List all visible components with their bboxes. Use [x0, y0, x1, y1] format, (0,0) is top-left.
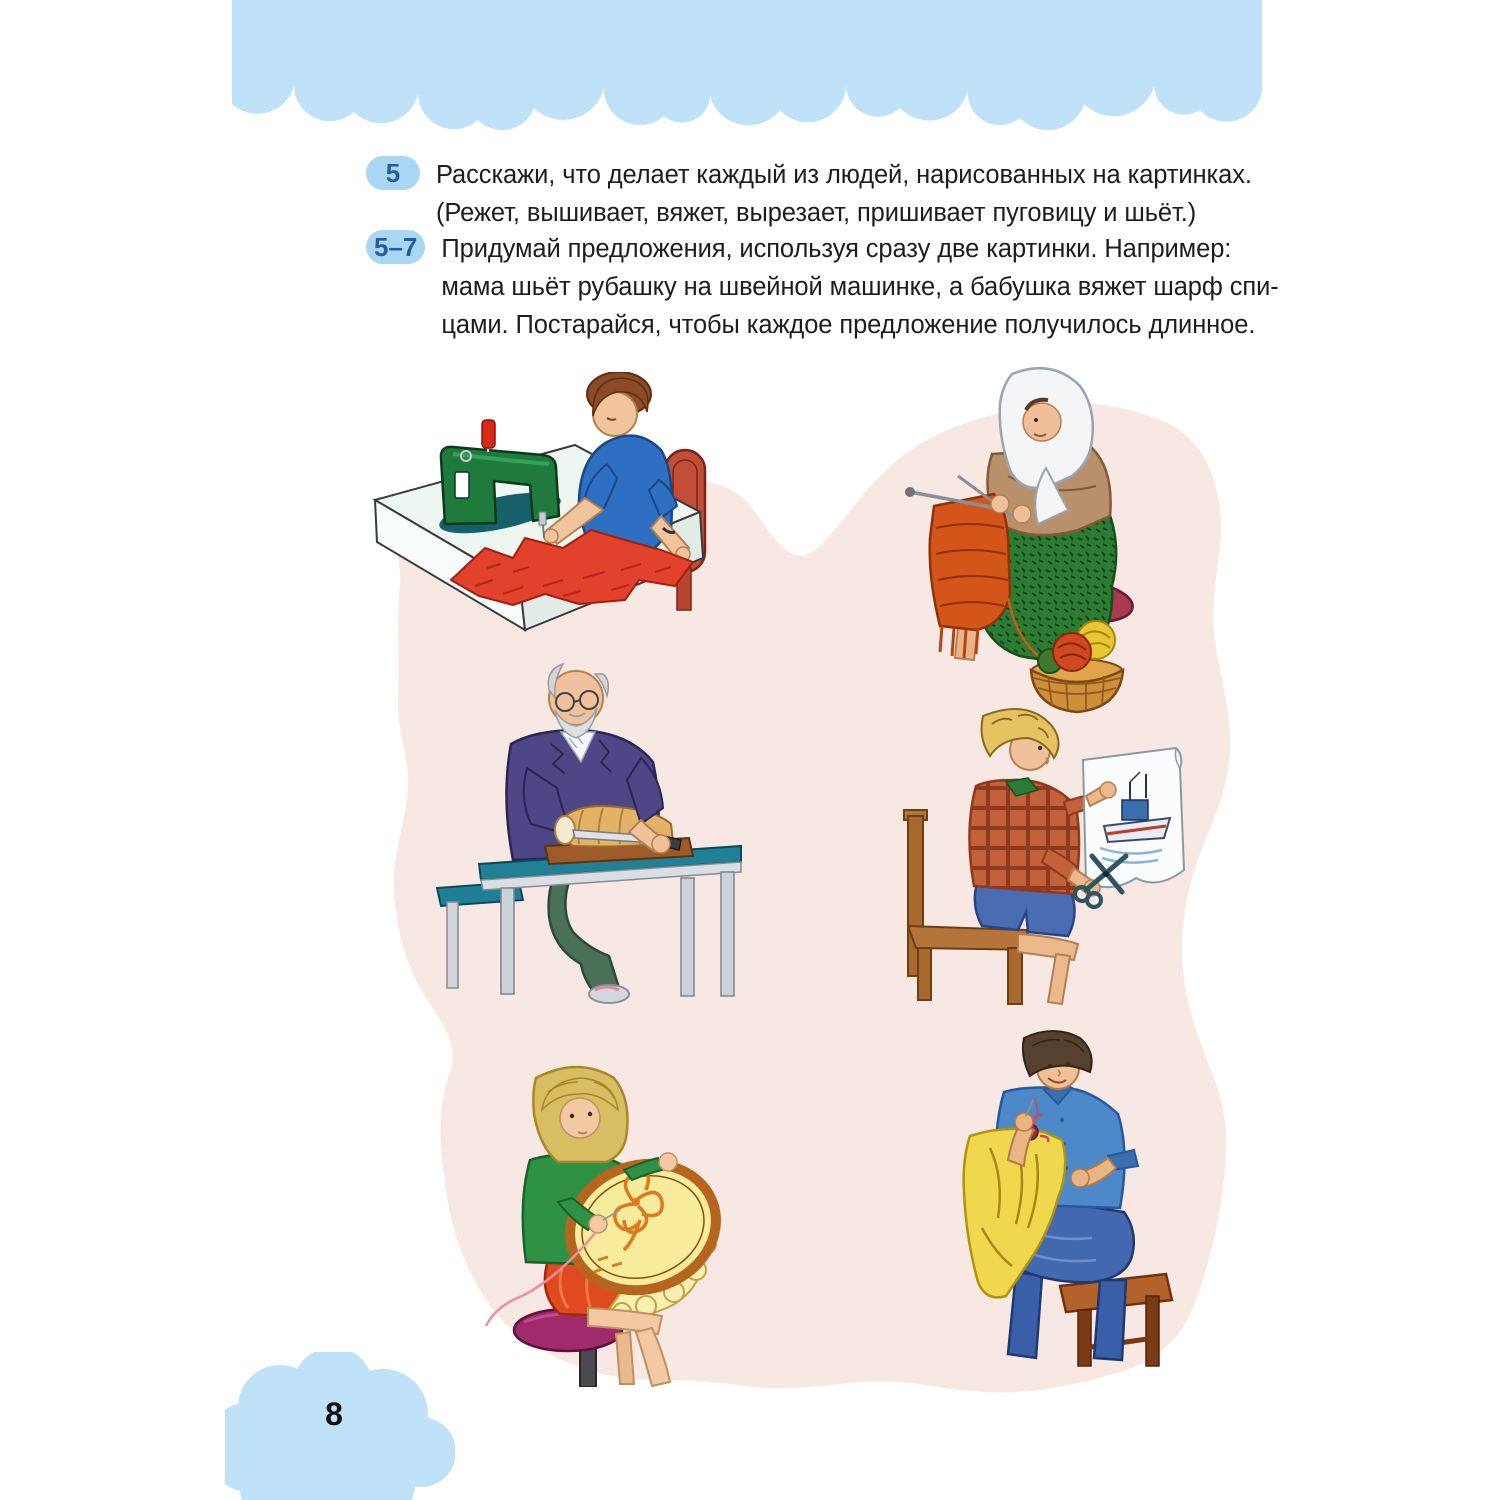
task-number-badge: 5–7	[366, 230, 425, 264]
task-text-line: мама шьёт рубашку на швейной машинке, а бабушка вяжет шарф спи-	[441, 273, 1279, 301]
task-text	[436, 156, 1252, 232]
task-5-7	[366, 230, 1279, 344]
task-text	[441, 230, 1278, 344]
illustration-woman-sewing-machine	[363, 372, 708, 637]
task-number-badge: 5	[366, 156, 420, 190]
task-text-line: Расскажи, что делает каждый из людей, нарисованных на картинках.	[436, 161, 1252, 189]
illustration-boy-cutting-picture	[878, 698, 1188, 1010]
illustration-grandfather-cutting-bread	[423, 648, 743, 1010]
illustration-girl-embroidering	[438, 1052, 738, 1387]
task-5	[366, 156, 1252, 232]
task-text-line: цами. Постарайся, чтобы каждое предложение получилось длинное.	[441, 311, 1256, 339]
task-text-line: Придумай предложения, используя сразу две картинки. Например:	[441, 235, 1232, 263]
illustration-man-sewing-button	[912, 1028, 1192, 1373]
illustration-grandmother-knitting	[900, 358, 1180, 730]
page-number: 8	[325, 1396, 343, 1432]
task-text-line: (Режет, вышивает, вяжет, вырезает, пришивает пуговицу и шьёт.)	[436, 199, 1197, 227]
